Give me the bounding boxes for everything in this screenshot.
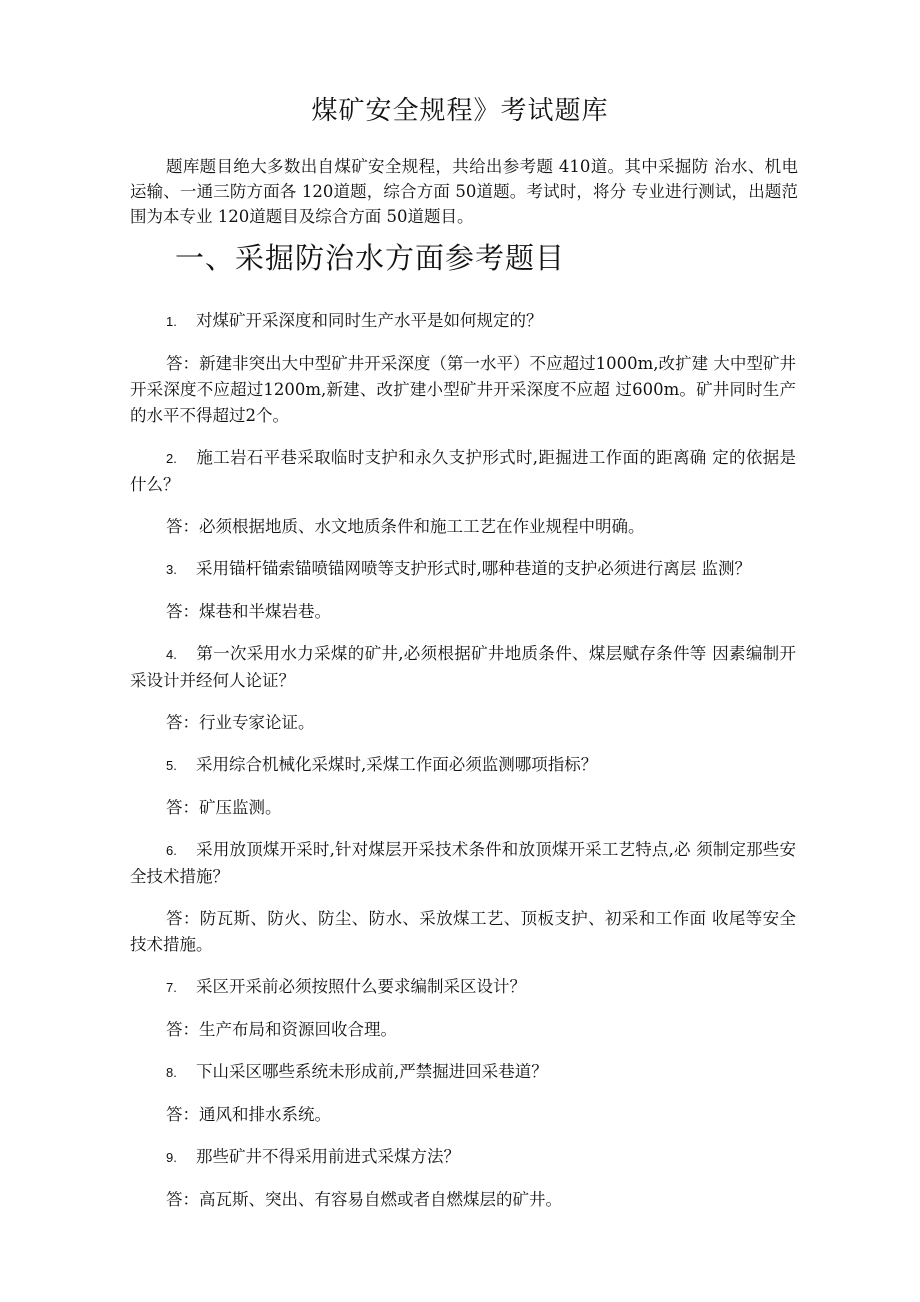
- question-text: 采用综合机械化采煤时,采煤工作面必须监测哪项指标？: [196, 755, 598, 774]
- question-text: 采区开采前必须按照什么要求编制采区设计？: [196, 977, 526, 996]
- question-text: 采用锚杆锚索锚喷锚网喷等支护形式时,哪种巷道的支护必须进行离层 监测？: [196, 559, 751, 578]
- answer-text: 矿压监测。: [199, 798, 282, 817]
- answer-label: 答：: [166, 713, 199, 732]
- answer-item: [130, 1187, 796, 1213]
- question-number: 8.: [166, 1065, 177, 1080]
- question-text: 对煤矿开采深度和同时生产水平是如何规定的？: [196, 311, 543, 330]
- qa-list: [130, 308, 796, 1229]
- question-item: [130, 556, 796, 583]
- answer-text: 高瓦斯、突出、有容易自燃或者自燃煤层的矿井。: [199, 1190, 562, 1209]
- answer-text: 行业专家论证。: [199, 713, 315, 732]
- intro-paragraph: 题库题目绝大多数出自煤矿安全规程，共给出参考题 410道。其中采掘防 治水、机电运输、一通三防方面各 120道题，综合方面 50道题。考试时，将分 专业进行测试，出题范围为本专业 120道题目及综合方面 50道题目。: [130, 157, 798, 226]
- answer-text: 通风和排水系统。: [199, 1105, 331, 1124]
- answer-label: 答：: [166, 798, 199, 817]
- question-item: [130, 308, 796, 335]
- question-number: 4.: [166, 647, 177, 662]
- answer-text: 煤巷和半煤岩巷。: [199, 602, 331, 621]
- question-number: 6.: [166, 843, 177, 858]
- answer-label: 答：: [166, 909, 200, 928]
- answer-item: [130, 599, 796, 625]
- question-item: [130, 641, 796, 694]
- question-number: 1.: [166, 314, 177, 329]
- question-item: [130, 445, 796, 498]
- answer-item: [130, 710, 796, 736]
- question-text: 那些矿井不得采用前进式采煤方法？: [196, 1147, 460, 1166]
- question-number: 5.: [166, 758, 177, 773]
- question-item: [130, 1144, 796, 1171]
- question-number: 3.: [166, 562, 177, 577]
- question-item: [130, 837, 796, 890]
- answer-item: [130, 1102, 796, 1128]
- answer-text: 生产布局和资源回收合理。: [199, 1020, 397, 1039]
- answer-label: 答：: [166, 354, 200, 373]
- answer-item: [130, 795, 796, 821]
- question-item: [130, 1059, 796, 1086]
- question-item: [130, 974, 796, 1001]
- section-heading: 一、采掘防治水方面参考题目: [175, 241, 566, 275]
- document-title: 煤矿安全规程》考试题库: [311, 96, 609, 126]
- answer-item: [130, 1017, 796, 1043]
- question-number: 7.: [166, 980, 177, 995]
- answer-label: 答：: [166, 1190, 199, 1209]
- question-text: 第一次采用水力采煤的矿井,必须根据矿井地质条件、煤层赋存条件等 因素编制开采设计并经何人论证？: [130, 644, 796, 690]
- question-number: 2.: [166, 451, 177, 466]
- answer-label: 答：: [166, 517, 199, 536]
- question-text: 采用放顶煤开采时,针对煤层开采技术条件和放顶煤开采工艺特点,必 须制定那些安全技术措施？: [130, 840, 796, 886]
- answer-label: 答：: [166, 1020, 199, 1039]
- question-text: 下山采区哪些系统未形成前,严禁掘进回采巷道？: [196, 1062, 548, 1081]
- answer-item: [130, 351, 796, 429]
- answer-label: 答：: [166, 1105, 199, 1124]
- answer-text: 必须根据地质、水文地质条件和施工工艺在作业规程中明确。: [199, 517, 645, 536]
- question-item: [130, 752, 796, 779]
- answer-item: [130, 514, 796, 540]
- answer-text: 防瓦斯、防火、防尘、防水、采放煤工艺、顶板支护、初采和工作面 收尾等安全技术措施。: [130, 909, 797, 954]
- question-text: 施工岩石平巷采取临时支护和永久支护形式时,距掘进工作面的距离确 定的依据是什么？: [130, 448, 796, 494]
- question-number: 9.: [166, 1150, 177, 1165]
- answer-label: 答：: [166, 602, 199, 621]
- answer-item: [130, 906, 796, 958]
- answer-text: 新建非突出大中型矿井开采深度（第一水平）不应超过1000m,改扩建 大中型矿井开采深度不应超过1200m,新建、改扩建小型矿井开采深度不应超 过600m。矿井同时生产的水平不得超过2个。: [130, 354, 796, 425]
